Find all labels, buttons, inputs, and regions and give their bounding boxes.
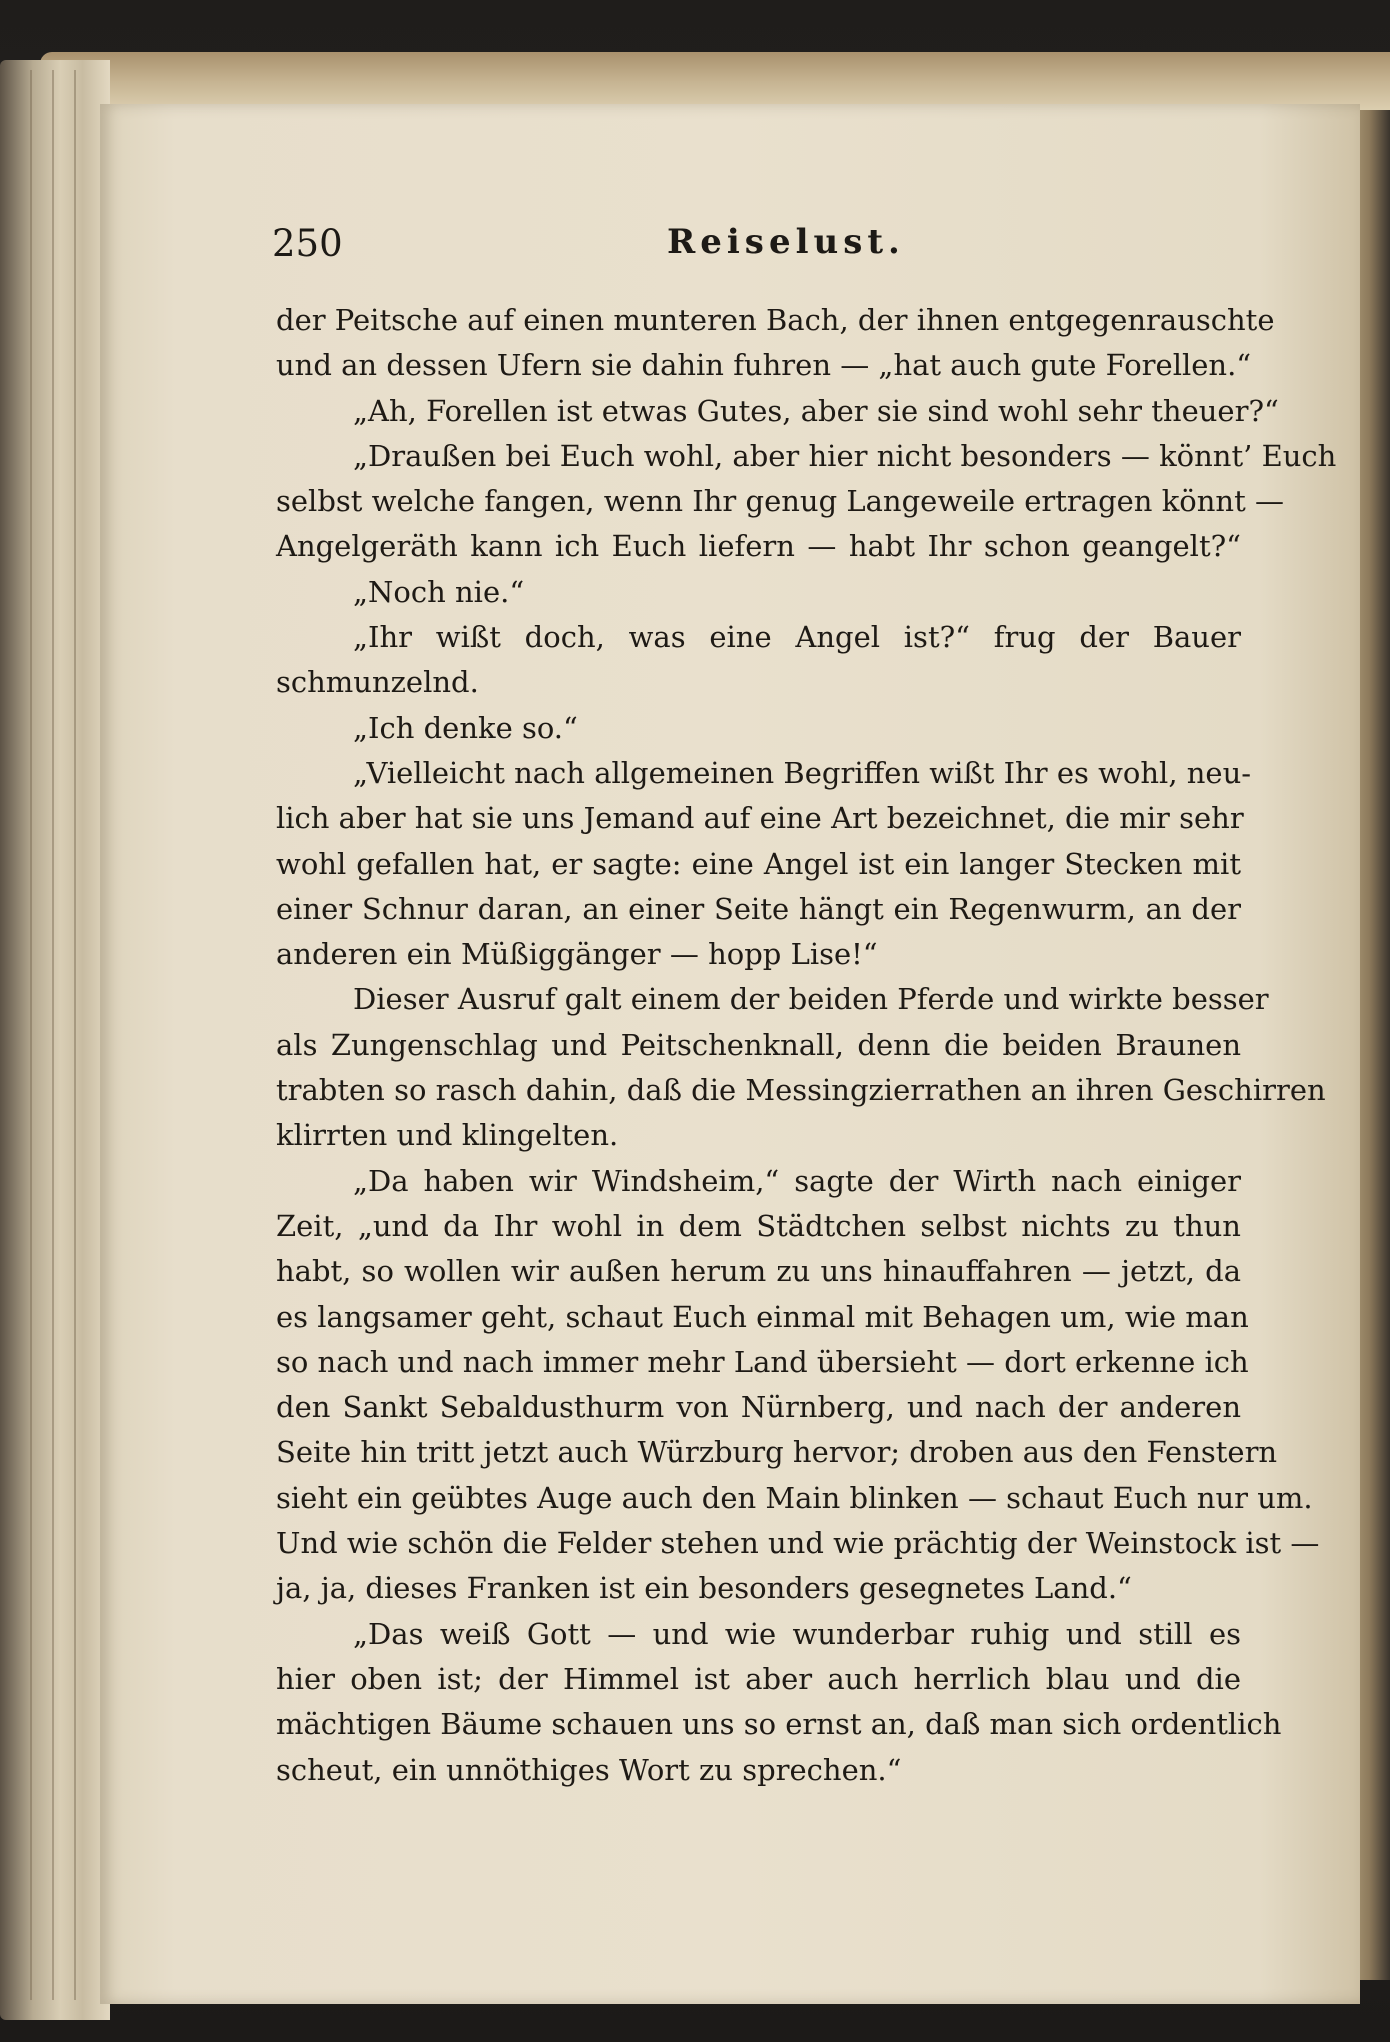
running-title: Reiselust. [667, 222, 905, 262]
text-line: Dieser Ausruf galt einem der beiden Pferde und wirkte besser [353, 982, 1269, 1017]
text-line: trabten so rasch dahin, daß die Messingzierrathen an ihren Geschirren [276, 1073, 1326, 1108]
text-line: den Sankt Sebaldusthurm von Nürnberg, und nach der anderen [276, 1390, 1241, 1425]
text-line: „Vielleicht nach allgemeinen Begriffen wißt Ihr es wohl, neu- [353, 755, 1252, 790]
text-line: „Noch nie.“ [353, 574, 525, 609]
text-line: Zeit, „und da Ihr wohl in dem Städtchen selbst nichts zu thun [276, 1208, 1241, 1243]
text-line: „Draußen bei Euch wohl, aber hier nicht besonders — könnt’ Euch [353, 438, 1337, 473]
text-line: hier oben ist; der Himmel ist aber auch herrlich blau und die [276, 1661, 1241, 1696]
text-line: Seite hin tritt jetzt auch Würzburg hervor; droben aus den Fenstern [276, 1435, 1278, 1470]
text-line: der Peitsche auf einen munteren Bach, der ihnen entgegenrauschte [276, 303, 1275, 337]
book-top-edge [40, 52, 1390, 112]
text-line: einer Schnur daran, an einer Seite hängt ein Regenwurm, an der [276, 891, 1241, 926]
text-line: „Ich denke so.“ [353, 710, 578, 745]
page-stack-line [30, 70, 32, 2000]
text-line: sieht ein geübtes Auge auch den Main blinken — schaut Euch nur um. [276, 1480, 1313, 1515]
text-line: „Ah, Forellen ist etwas Gutes, aber sie sind wohl sehr theuer?“ [353, 393, 1279, 428]
text-line: Angelgeräth kann ich Euch liefern — habt Ihr schon geangelt?“ [276, 529, 1241, 564]
text-line: habt, so wollen wir außen herum zu uns hinauffahren — jetzt, da [276, 1254, 1241, 1289]
text-line: Und wie schön die Felder stehen und wie prächtig der Weinstock ist — [276, 1526, 1320, 1561]
text-line: „Da haben wir Windsheim,“ sagte der Wirth nach einiger [353, 1163, 1241, 1198]
text-line: als Zungenschlag und Peitschenknall, denn die beiden Braunen [276, 1027, 1241, 1062]
text-line: wohl gefallen hat, er sagte: eine Angel ist ein langer Stecken mit [276, 846, 1241, 881]
text-line: es langsamer geht, schaut Euch einmal mit Behagen um, wie man [276, 1299, 1249, 1334]
page-stack-line [74, 70, 76, 2000]
page-number: 250 [272, 222, 343, 265]
text-line: schmunzelnd. [276, 665, 479, 700]
page-stack-left [0, 60, 110, 2020]
text-line: anderen ein Müßiggänger — hopp Lise!“ [276, 937, 878, 972]
text-line: „Ihr wißt doch, was eine Angel ist?“ frug der Bauer [353, 620, 1241, 655]
body-text [276, 298, 1337, 1793]
page-stack-line [52, 70, 54, 2000]
text-line: ja, ja, dieses Franken ist ein besonders gesegnetes Land.“ [276, 1571, 1132, 1606]
text-line: klirrten und klingelten. [276, 1118, 619, 1153]
text-line: und an dessen Ufern sie dahin fuhren — „hat auch gute Forellen.“ [276, 348, 1252, 383]
text-line: lich aber hat sie uns Jemand auf eine Art bezeichnet, die mir sehr [276, 801, 1244, 836]
text-line: „Das weiß Gott — und wie wunderbar ruhig und still es [353, 1616, 1241, 1651]
text-line: scheut, ein unnöthiges Wort zu sprechen.“ [276, 1752, 902, 1787]
text-line: so nach und nach immer mehr Land übersieht — dort erkenne ich [276, 1344, 1249, 1379]
text-line: mächtigen Bäume schauen uns so ernst an, daß man sich ordentlich [276, 1707, 1282, 1742]
text-line: selbst welche fangen, wenn Ihr genug Langeweile ertragen könnt — [276, 484, 1284, 519]
